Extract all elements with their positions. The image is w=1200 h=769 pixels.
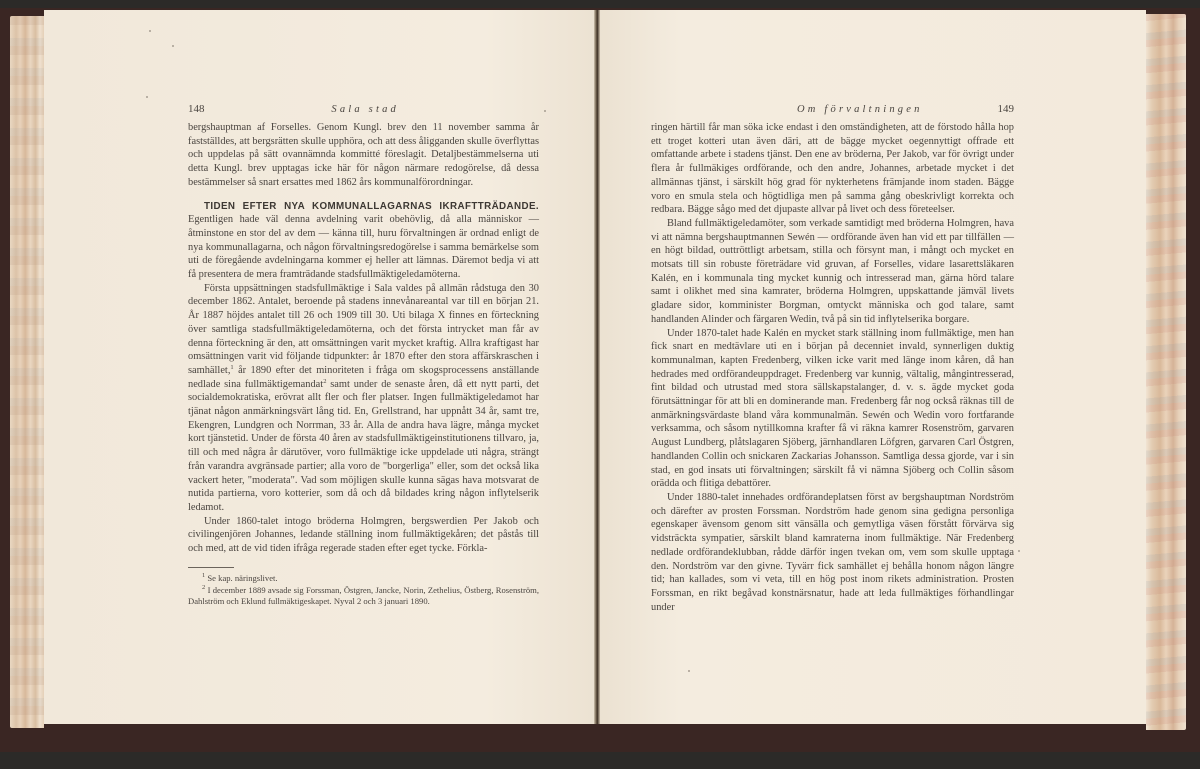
paragraph: Under 1870-talet hade Kalén en mycket stark ställning inom fullmäktige, men han fick snart en medtävlare uti en i början på decenniet invald, synnerligen duktig kommunalman, kapten Fredenberg, vilken icke varit med länge inom kåren, då han hedrades med ordförandeuppdraget. Fredenberg var kunnig, vältalig, mångintresserad, fint bildad och utrustad med stora sällskapstalanger, d. v. s. ägde mycket goda förutsättningar för att bli en dominerande man. Fredenberg får nog också räknas till de anmärkningsvärdaste bland våra kommunalmän. Sewén och Wedin voro fortfarande verksamma, och såsom nytillkomna krafter få vi räkna kamrer Rosenström, garvaren August Lundberg, plåtslagaren Sjöberg, järnhandlaren Löfgren, garvaren Carl Östgren, handlanden Collin och snickaren Zackarias Johansson. Samtliga dessa gjorde, var i sin stad, en god insats uti förvaltningen; särskilt få vi nämna Sjöberg och Collin såsom orädda och flitiga debattörer. (651, 327, 1014, 490)
footnote (188, 573, 539, 585)
paper-speck (149, 30, 151, 32)
footnote-mark: 1 (202, 571, 206, 579)
page-number: 149 (997, 103, 1014, 115)
paragraph-text: Första uppsättningen stadsfullmäktige i Sala valdes på allmän rådstuga den 30 december 1862. Antalet, beroende på stadens innevånareantal var till en början 21. År 1887 höjdes antalet till 26 och 1909 till 30. Uti bilaga X finnes en förteckning över samtliga stadsfullmäktigeledamöterna, och det första intrycket man får av denna förteckning är den, att omsättningen varit mycket kraftig. Allra kraftigast har omsättningen varit vid följande tidpunkter: år 1870 efter den stora affärskraschen i samhället, (188, 282, 539, 376)
page-edge-stack-left (10, 16, 44, 728)
footnote-mark: 2 (202, 583, 206, 591)
page-edge-stack-right (1146, 14, 1186, 730)
paragraph: Under 1880-talet innehades ordförandeplatsen först av bergshauptman Nordström och därefter av prosten Forssman. Nordström hade genom sina gedigna personliga egenskaper ävensom genom sitt vänsälla och gemytliga väsen förstått förvärva sig vidsträckta sympatier, särskilt bland kamraterna inom fullmäktige. När Fredenberg nedlade ordförandeklubban, rådde därför ingen tvekan om, vem som skulle upptaga den. Nordström var den givne. Tyvärr fick samhället ej behålla honom någon längre tid; han kallades, som vi veta, till en hög post inom rikets administration. Prosten Forssman, en rikt begåvad konstnärsnatur, hade att leda fullmäktiges förhandlingar under (651, 491, 1014, 613)
paper-speck (544, 110, 546, 112)
footnotes (188, 573, 539, 608)
footnote-ref[interactable]: 1 (230, 363, 234, 371)
paragraph-text: samt under de senaste åren, då ett nytt parti, det socialdemokratiska, erövrat allt fler och fler platser. Ingen fullmäktigeledamot har tjänat någon anmärkningsvärt lång tid. En, Grellstrand, har uppnått 34 år, samt tre, Ekengren, Lundgren och Norrman, 33 år. Alla de andra hava lägre, många mycket kort tjänstetid. Under de första 40 åren av stadsfullmäktigeinstitutionens tillvaro, ja, till och med några år därutöver, voro fullmäktige icke uppdelade uti några, strängt från varandra avgränsade partier; alla voro de "borgerliga" eller, som det också lika vackert heter, "moderata". Vad som möjligen skulle kunna sägas hava motsvarat de nutida partierna, voro kotterier, som då och då bildades kring någon inflytelserik ledamot. (188, 378, 539, 513)
paragraph (188, 200, 539, 282)
paragraph: ringen härtill får man söka icke endast i den omständigheten, att de förstodo hålla hop ett troget kotteri utan även däri, att de bägge mycket oegennyttigt offrade ett omfattande arbete i stadens tjänst. Den ene av bröderna, Per Jakob, var för övrigt under flera år fullmäkiges ordförande, och den andre, Johannes, arbetade mycket i det allmännas tjänst, i särskilt hög grad för nykterhetens främjande inom staden. Bägge voro en smula stela och högtidliga men på samma gång obeskrivligt korrekta och redbara. Bägge sågo med det djupaste allvar på livet och dess företeelser. (651, 122, 1014, 216)
paragraph: Bland fullmäktigeledamöter, som verkade samtidigt med bröderna Holmgren, hava vi att nämna bergshauptmannen Sewén — ordförande även han vid ett par tillfällen — en högt bildad, outtröttligt arbetsam, stilla och försynt man, i mångt och mycket en motsats till sin robuste företrädare vid gruvan, af Forselles, vidare lasarettsläkaren Kalén, en i kommunala ting mycket kunnig och intresserad man, gärna hörd talare samt i olikhet med sina kamrater, bröderna Holmgren, uppskattande jämväl livets gladare sidor, komminister Borgman, omtyckt människa och god talare, samt handlanden Alinder och färgaren Wedin, två på sin tid inflytelserika borgare. (651, 217, 1014, 325)
running-title: Sala stad (331, 104, 399, 115)
footnote-ref[interactable]: 2 (323, 377, 327, 385)
paper-speck (688, 670, 690, 672)
running-head (651, 103, 1014, 119)
right-page (598, 10, 1146, 724)
footnote-text: Se kap. näringslivet. (207, 572, 278, 583)
footnote-text: I december 1889 avsade sig Forssman, Östgren, Jancke, Norin, Zethelius, Östberg, Rosenström, Dahlström och Eklund fullmäktigeskapet. Nyval 2 och 3 januari 1890. (188, 584, 539, 607)
footnote (188, 585, 539, 609)
book-gutter (594, 10, 600, 724)
left-page-text (188, 103, 539, 608)
paper-speck (172, 45, 174, 47)
page-number: 148 (188, 103, 205, 115)
running-title: Om förvaltningen (797, 104, 923, 115)
footnote-divider (188, 567, 234, 568)
paragraph (188, 282, 539, 515)
paper-speck (146, 96, 148, 98)
left-page (44, 10, 596, 724)
paragraph: bergshauptman af Forselles. Genom Kungl. brev den 11 november samma år fastställdes, att bergsrätten skulle upphöra, och att dess åligganden skulle överflyttas och uppdelas på sätt ovannämnda kommitté föreslagit. Detaljbestämmelserna uti detta Kungl. brev upptagas icke här för någon närmare redogörelse, då dessa bestämmelser så snart ersattes med 1862 års kommunalförordningar. (188, 122, 539, 188)
paragraph-text: år 1890 efter det minoriteten i fråga om skogsprocessens anställande nedlade sina fullmäktigemandat (188, 364, 539, 390)
paragraph: Under 1860-talet intogo bröderna Holmgren, bergswerdien Per Jakob och civilingenjören Johannes, ledande ställning inom fullmäktigekåren; det påstås till och med, att de vid tiden ifråga regerade staden efter eget tycke. Förkla- (188, 515, 539, 555)
right-page-text (651, 103, 1014, 614)
paragraph-text: Egentligen hade väl denna avdelning varit obehövlig, då alla människor — åtminstone en stor del av dem — känna till, huru förvaltningen är ordnad enligt de nya kommunallagarna, och någon förvaltningsredogörelse i samma bemärkelse som uti de föregående avdelningarna kommer ej heller att lämnas. Däremot bedja vi att få presentera de mera framträdande stadsfullmäktigeledamöterna. (188, 214, 539, 281)
paper-speck (1018, 550, 1020, 552)
running-head (188, 103, 539, 119)
section-heading: TIDEN EFTER NYA KOMMUNALLAGARNAS IKRAFTTRÄDANDE. (204, 200, 539, 212)
